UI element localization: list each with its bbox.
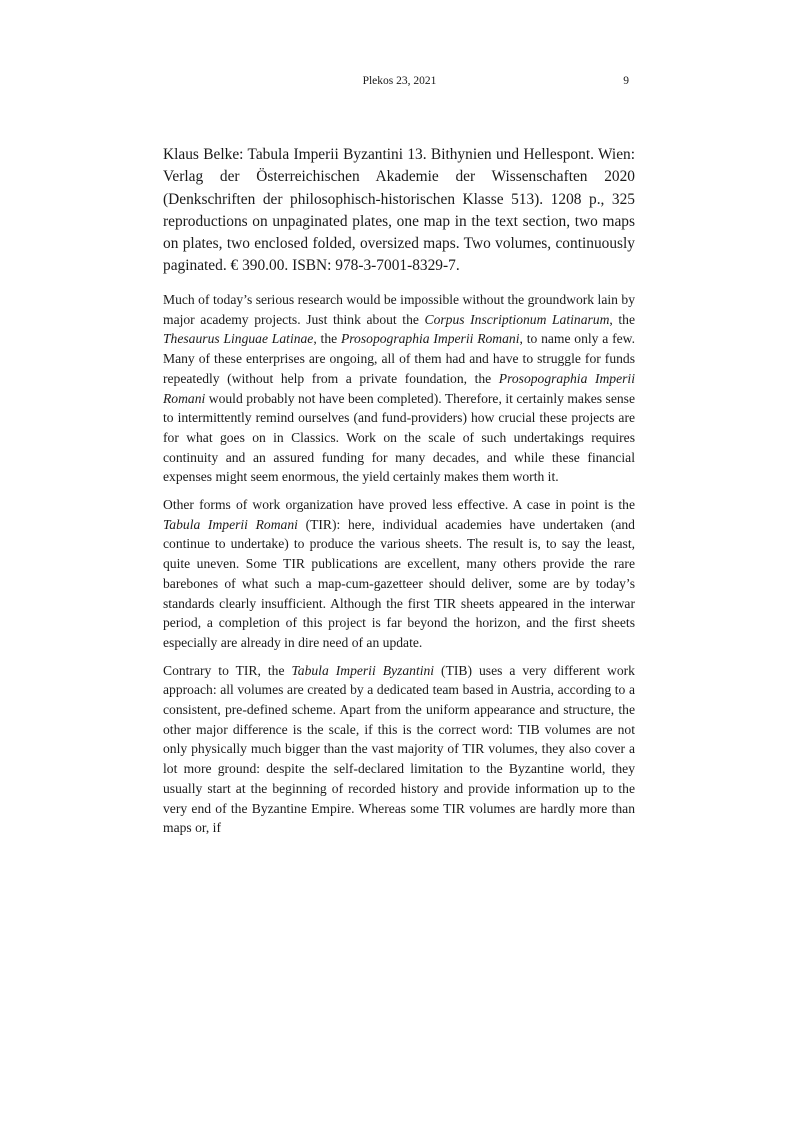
- running-head: [0, 73, 799, 89]
- p3-text-2: (TIB) uses a very different work approach: all volumes are created by a dedicated team based in Austria, according to a consistent, pre-defined scheme. Apart from the uniform appearance and structure, the other major difference is the scale, if this is the correct word: TIB volumes are not only physically much bigger than the vast majority of TIR volumes, they also cover a lot more ground: despite the self-declared limitation to the Byzantine world, they usually start at the beginning of recorded history and provide information up to the very end of the Byzantine Empire. Whereas some TIR volumes are hardly more than maps or, if: [163, 662, 635, 836]
- p2-text-1: Other forms of work organization have proved less effective. A case in point is the: [163, 497, 635, 513]
- p1-text-2: , the: [609, 311, 636, 327]
- p1-title-pir-2: Prosopographia Imperii Romani: [163, 370, 635, 406]
- paragraph-1: [163, 290, 635, 487]
- journal-citation: Plekos 23, 2021: [362, 75, 437, 87]
- p1-title-cil: Corpus Inscriptionum Latinarum: [424, 311, 610, 327]
- p1-text-1: Much of today’s serious research would be impossible without the groundwork lain by major academy projects. Just think about the: [163, 292, 635, 327]
- paragraph-3: [163, 661, 635, 838]
- p2-title-tir: Tabula Imperii Romani: [163, 516, 298, 532]
- p1-title-tll: Thesaurus Linguae Latinae: [163, 331, 314, 347]
- review-body: [163, 290, 635, 846]
- p1-text-3: , the: [313, 331, 341, 347]
- p3-title-tib: Tabula Imperii Byzantini: [291, 662, 435, 678]
- p1-title-pir: Prosopographia Imperii Romani: [340, 331, 520, 347]
- page-number: 9: [623, 75, 629, 87]
- p1-text-5: would probably not have been completed). Therefore, it certainly makes sense to intermittently remind ourselves (and fund-providers) how crucial these projects are for what goes on in Classics. Work on the scale of such undertakings requires continuity and an assured funding for many decades, and while these financial expenses might seem enormous, the yield certainly makes them worth it.: [163, 390, 635, 485]
- p3-text-1: Contrary to TIR, the: [163, 662, 292, 678]
- reviewed-work-citation: Klaus Belke: Tabula Imperii Byzantini 13. Bithynien und Hellespont. Wien: Verlag der Österreichischen Akademie der Wissenschaften 2020 (Denkschriften der philosophisch-historischen Klasse 513). 1208 p., 325 reproductions on unpaginated plates, one map in the text section, two maps on plates, two enclosed folded, oversized maps. Two volumes, continuously paginated. € 390.00. ISBN: 978-3-7001-8329-7.: [163, 146, 635, 275]
- p2-text-2: (TIR): here, individual academies have undertaken (and continue to undertake) to produce the various sheets. The result is, to say the least, quite uneven. Some TIR publications are excellent, many others provide the rare barebones of what such a map-cum-gazetteer should deliver, some are by today’s standards clearly insufficient. Although the first TIR sheets appeared in the interwar period, a completion of this project is far beyond the horizon, and the first sheets especially are already in dire need of an update.: [163, 516, 635, 650]
- p1-text-4: , to name only a few. Many of these enterprises are ongoing, all of them had and have to struggle for funds repeatedly (without help from a private foundation, the: [163, 331, 635, 386]
- paragraph-2: [163, 495, 635, 653]
